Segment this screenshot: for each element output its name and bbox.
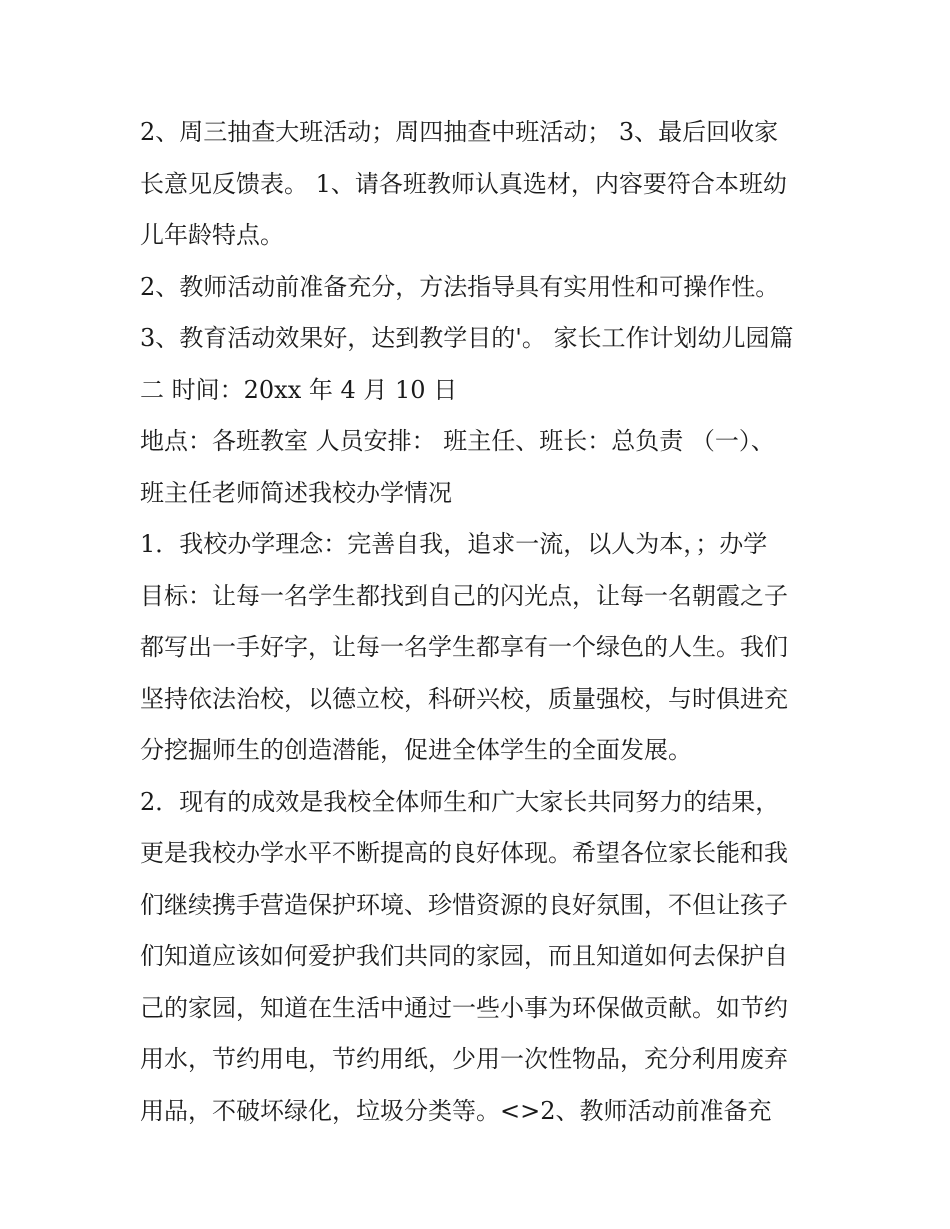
text-line: 都写出一手好字，让每一名学生都享有一个绿色的人生。我们: [140, 633, 788, 661]
text-line: 坚持依法治校，以德立校，科研兴校，质量强校，与时俱进充: [140, 684, 788, 713]
text-line: 分挖掘师生的创造潜能，促进全体学生的全面发展。: [140, 736, 692, 764]
text-line: 2、周三抽查大班活动；周四抽查中班活动； 3、最后回收家: [140, 118, 779, 146]
text-line: 们继续携手营造保护环境、珍惜资源的良好氛围，不但让孩子: [140, 890, 788, 919]
text-line: 们知道应该如何爱护我们共同的家园，而且知道如何去保护自: [140, 942, 788, 970]
text-line: 二 时间：20xx 年 4 月 10 日: [140, 375, 458, 404]
text-line: 长意见反馈表。 1、请各班教师认真选材，内容要符合本班幼: [140, 169, 787, 198]
text-line: 儿年龄特点。: [140, 221, 284, 249]
text-line: 更是我校办学水平不断提高的良好体现。希望各位家长能和我: [140, 839, 788, 867]
text-line: 地点：各班教室 人员安排： 班主任、班长：总负责 （一）、: [140, 427, 775, 455]
document-body: [140, 107, 820, 1137]
text-line: 2．现有的成效是我校全体师生和广大家长共同努力的结果，: [140, 787, 780, 816]
text-line: 用水，节约用电，节约用纸，少用一次性物品，充分利用废弃: [140, 1045, 788, 1073]
text-line: 1．我校办学理念：完善自我，追求一流，以人为本，；办学: [140, 530, 768, 558]
text-line: 2、教师活动前准备充分，方法指导具有实用性和可操作性。: [140, 272, 780, 301]
text-line: 己的家园，知道在生活中通过一些小事为环保做贡献。如节约: [140, 993, 788, 1022]
text-line: 用品，不破坏绿化，垃圾分类等。<>2、教师活动前准备充: [140, 1096, 772, 1125]
text-line: 班主任老师简述我校办学情况: [140, 478, 452, 507]
text-line: 3、教育活动效果好，达到教学目的'。 家长工作计划幼儿园篇: [140, 324, 794, 352]
text-line: 目标：让每一名学生都找到自己的闪光点，让每一名朝霞之子: [140, 581, 788, 610]
